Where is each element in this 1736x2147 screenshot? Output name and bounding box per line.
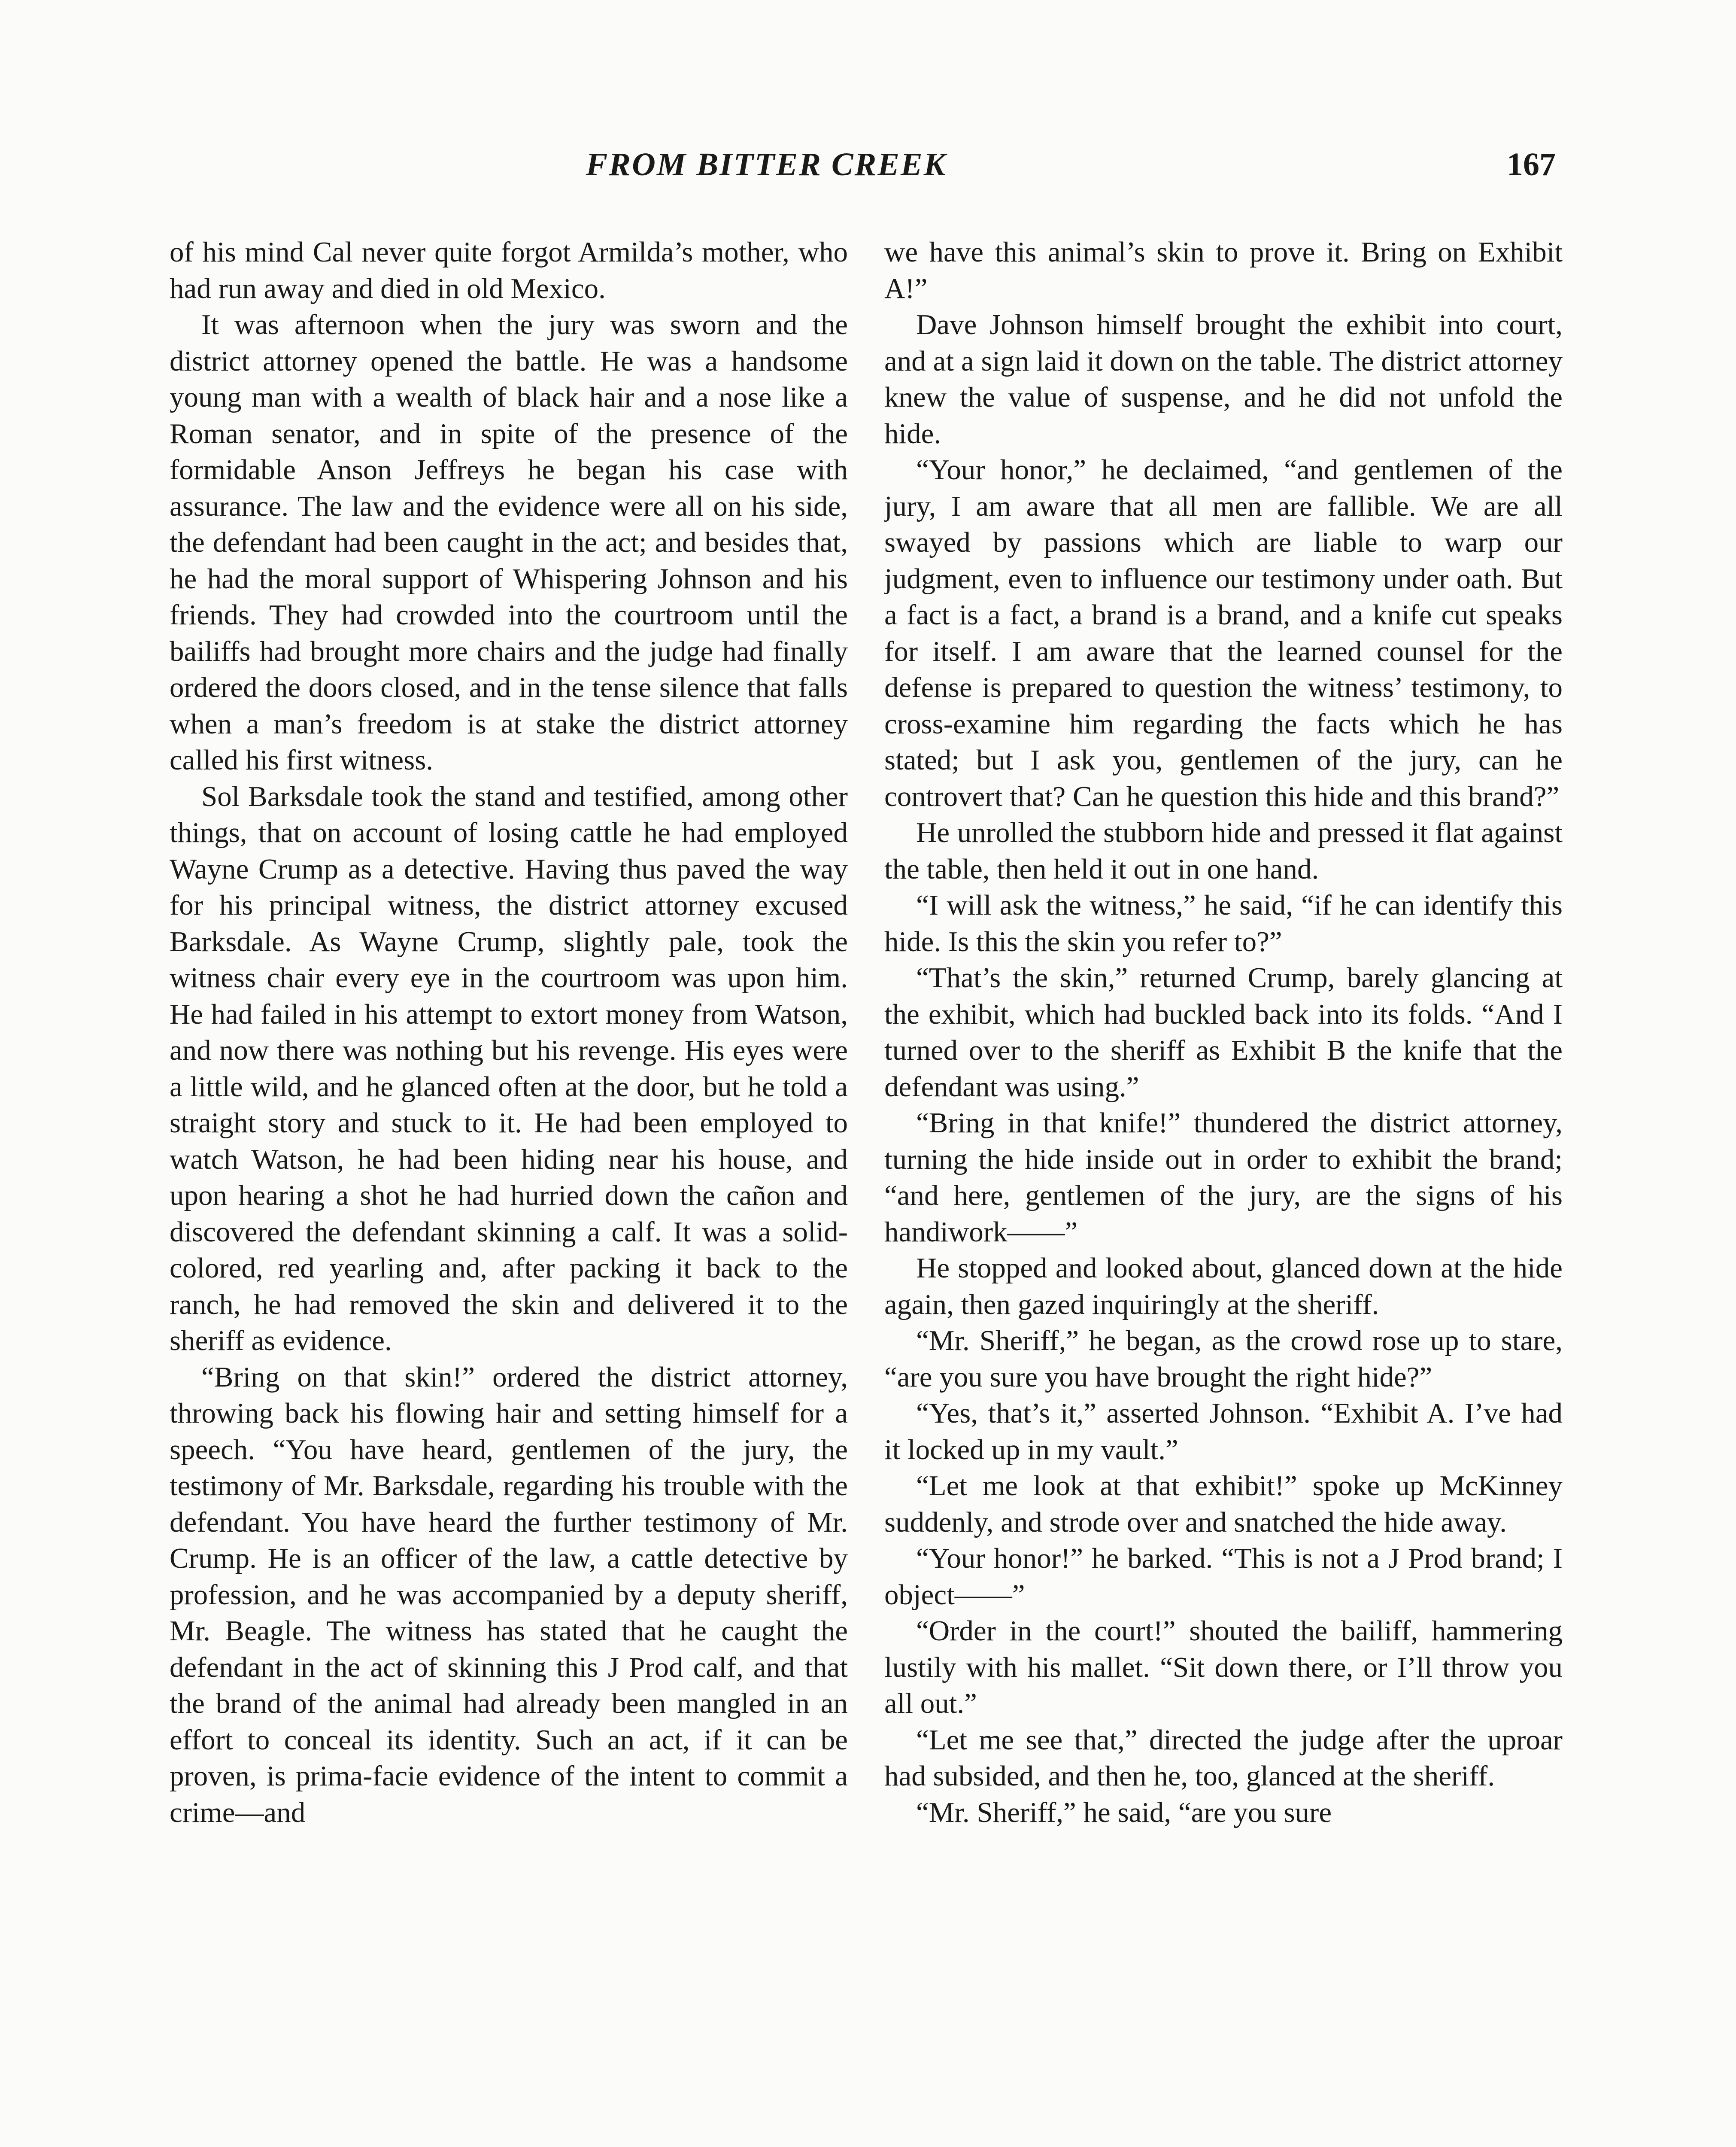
paragraph: “I will ask the witness,” he said, “if he can identify this hide. Is this the skin you refer to?” xyxy=(884,889,1563,958)
paragraph: “Your honor!” he barked. “This is not a J Prod brand; I object——” xyxy=(884,1542,1563,1611)
paragraph: “Your honor,” he declaimed, “and gentlemen of the jury, I am aware that all men are fallible. We are all swayed by passions which are liable to warp our judgment, even to influence our testimony under oath. But a fact is a fact, a brand is a brand, and a knife cut speaks for itself. I am aware that the learned counsel for the defense is prepared to question the witness’ testimony, to cross-examine him regarding the facts which he has stated; but I ask you, gentlemen of the jury, can he controvert that? Can he question this hide and this brand?” xyxy=(884,454,1563,812)
paragraph: Dave Johnson himself brought the exhibit into court, and at a sign laid it down on the table. The district attorney knew the value of suspense, and he did not unfold the hide. xyxy=(884,309,1563,450)
paragraph: He stopped and looked about, glanced down at the hide again, then gazed inquiringly at the sheriff. xyxy=(884,1252,1563,1320)
paragraph: “Yes, that’s it,” asserted Johnson. “Exhibit A. I’ve had it locked up in my vault.” xyxy=(884,1397,1563,1466)
running-header-title: FROM BITTER CREEK xyxy=(586,146,947,182)
page-number: 167 xyxy=(1507,146,1556,182)
paragraph: “Let me look at that exhibit!” spoke up McKinney suddenly, and strode over and snatched the hide away. xyxy=(884,1470,1563,1538)
paragraph: of his mind Cal never quite forgot Armilda’s mother, who had run away and died in old Mexico. xyxy=(170,236,848,304)
paragraph: It was afternoon when the jury was sworn and the district attorney opened the battle. He was a handsome young man with a wealth of black hair and a nose like a Roman senator, and in spite of the presence of the formidable Anson Jeffreys he began his case with assurance. The law and the evidence were all on his side, the defendant had been caught in the act; and besides that, he had the moral support of Whispering Johnson and his friends. They had crowded into the courtroom until the bailiffs had brought more chairs and the judge had finally ordered the doors closed, and in the tense silence that falls when a man’s freedom is at stake the district attorney called his first witness. xyxy=(170,309,848,776)
text-column-left xyxy=(170,234,848,2147)
paragraph: Sol Barksdale took the stand and testified, among other things, that on account of losing cattle he had employed Wayne Crump as a detective. Having thus paved the way for his principal witness, the district attorney excused Barksdale. As Wayne Crump, slightly pale, took the witness chair every eye in the courtroom was upon him. He had failed in his attempt to extort money from Watson, and now there was nothing but his revenge. His eyes were a little wild, and he glanced often at the door, but he told a straight story and stuck to it. He had been employed to watch Watson, he had been hiding near his house, and upon hearing a shot he had hurried down the cañon and discovered the defendant skinning a calf. It was a solid-colored, red yearling and, after packing it back to the ranch, he had removed the skin and delivered it to the sheriff as evidence. xyxy=(170,780,848,1356)
paragraph: “That’s the skin,” returned Crump, barely glancing at the exhibit, which had buckled back into its folds. “And I turned over to the sheriff as Exhibit B the knife that the defendant was using.” xyxy=(884,962,1563,1103)
paragraph: “Bring in that knife!” thundered the district attorney, turning the hide inside out in order to exhibit the brand; “and here, gentlemen of the jury, are the signs of his handiwork——” xyxy=(884,1107,1563,1248)
paragraph: “Let me see that,” directed the judge after the uproar had subsided, and then he, too, glanced at the sheriff. xyxy=(884,1724,1563,1792)
paragraph: we have this animal’s skin to prove it. Bring on Exhibit A!” xyxy=(884,236,1563,304)
paragraph: He unrolled the stubborn hide and pressed it flat against the table, then held it out in one hand. xyxy=(884,817,1563,885)
paragraph: “Mr. Sheriff,” he said, “are you sure xyxy=(916,1796,1332,1828)
paragraph: “Order in the court!” shouted the bailiff, hammering lustily with his mallet. “Sit down there, or I’ll throw you all out.” xyxy=(884,1615,1563,1719)
paragraph: “Mr. Sheriff,” he began, as the crowd rose up to stare, “are you sure you have brought the right hide?” xyxy=(884,1325,1563,1393)
paragraph: “Bring on that skin!” ordered the district attorney, throwing back his flowing hair and setting himself for a speech. “You have heard, gentlemen of the jury, the testimony of Mr. Barksdale, regarding his trouble with the defendant. You have heard the further testimony of Mr. Crump. He is an officer of the law, a cattle detective by profession, and he was accompanied by a deputy sheriff, Mr. Beagle. The witness has stated that he caught the defendant in the act of skinning this J Prod calf, and that the brand of the animal had already been mangled in an effort to conceal its identity. Such an act, if it can be proven, is prima-facie evidence of the intent to commit a crime—and xyxy=(170,1361,848,1828)
text-column-right xyxy=(884,234,1563,2147)
